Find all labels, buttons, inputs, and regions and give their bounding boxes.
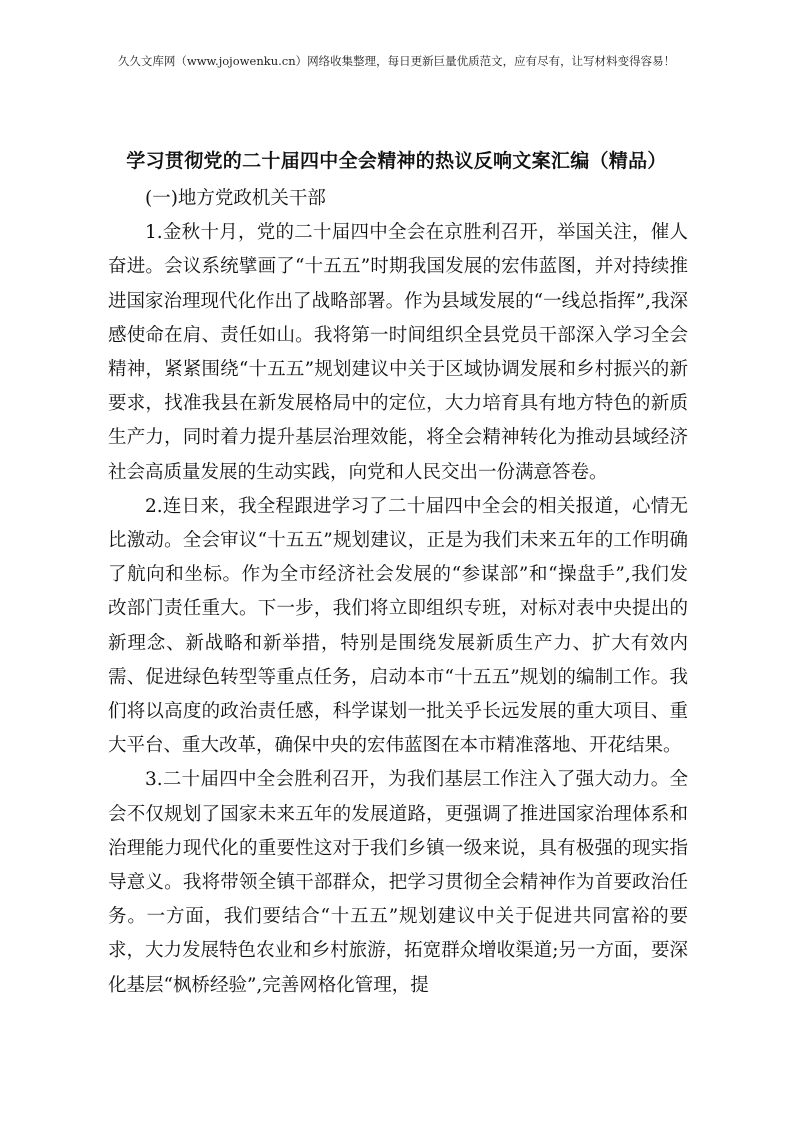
page-header: 久久文库网（www.jojowenku.cn）网络收集整理，每日更新巨量优质范文，应有尽有，让写材料变得容易！: [117, 54, 676, 68]
document-title: 学习贯彻党的二十届四中全会精神的热议反响文案汇编（精品）: [126, 150, 667, 172]
section-heading: (一)地方党政机关干部: [145, 188, 326, 209]
paragraph-3: 3.二十届四中全会胜利召开，为我们基层工作注入了强大动力。全会不仅规划了国家未来五年的发展道路，更强调了推进国家治理体系和治理能力现代化的重要性这对于我们乡镇一级来说，具有极强的现实指导意义。我将带领全镇干部群众，把学习贯彻全会精神作为首要政治任务。一方面，我们要结合“十五五”规划建议中关于促进共同富裕的要求，大力发展特色农业和乡村旅游，拓宽群众增收渠道;另一方面，要深化基层“枫桥经验”,完善网格化管理，提: [108, 769, 688, 996]
paragraph-2: 2.连日来，我全程跟进学习了二十届四中全会的相关报道，心情无比激动。全会审议“十五五”规划建议，正是为我们未来五年的工作明确了航向和坐标。作为全市经济社会发展的“参谋部”和“操盘手”,我们发改部门责任重大。下一步，我们将立即组织专班，对标对表中央提出的新理念、新战略和新举措，特别是围绕发展新质生产力、扩大有效内需、促进绿色转型等重点任务，启动本市“十五五”规划的编制工作。我们将以高度的政治责任感，科学谋划一批关乎长远发展的重大项目、重大平台、重大改革，确保中央的宏伟蓝图在本市精准落地、开花结果。: [108, 495, 688, 757]
document-body: [108, 182, 688, 1003]
paragraph-1: 1.金秋十月，党的二十届四中全会在京胜利召开，举国关注，催人奋进。会议系统擘画了“十五五”时期我国发展的宏伟蓝图，并对持续推进国家治理现代化作出了战略部署。作为县域发展的“一线总指挥”,我深感使命在肩、责任如山。我将第一时间组织全县党员干部深入学习全会精神，紧紧围绕“十五五”规划建议中关于区域协调发展和乡村振兴的新要求，找准我县在新发展格局中的定位，大力培育具有地方特色的新质生产力，同时着力提升基层治理效能，将全会精神转化为推动县域经济社会高质量发展的生动实践，向党和人民交出一份满意答卷。: [108, 222, 688, 483]
